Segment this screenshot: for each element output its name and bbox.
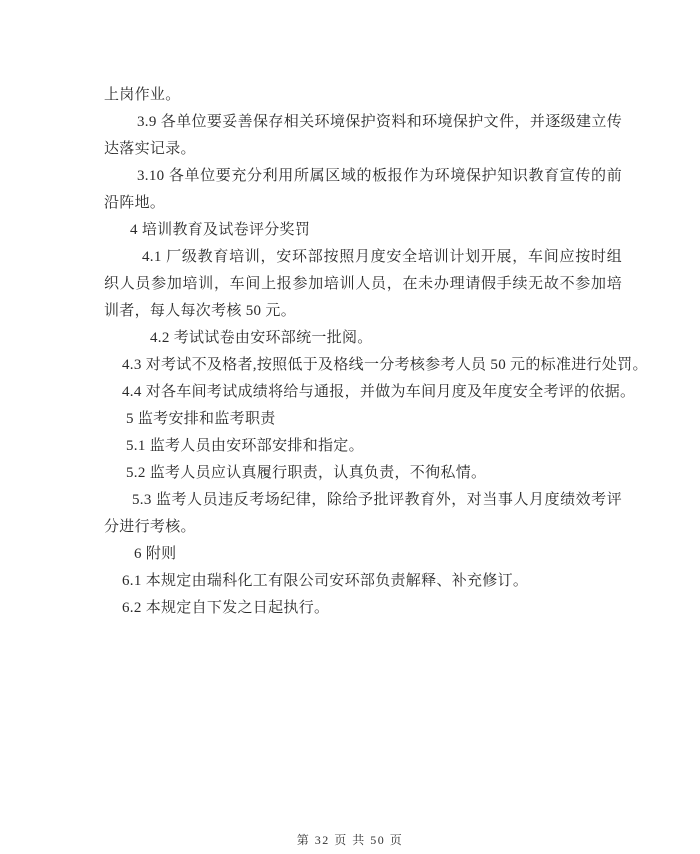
- paragraph-4-3: 4.3 对考试不及格者,按照低于及格线一分考核参考人员 50 元的标准进行处罚。: [122, 357, 648, 373]
- document-body: [104, 82, 648, 622]
- paragraph-5-1: 5.1 监考人员由安环部安排和指定。: [126, 438, 364, 454]
- paragraph-5-3: 5.3 监考人员违反考场纪律，除给予批评教育外，对当事人月度绩效考评分进行考核。: [104, 492, 622, 535]
- paragraph-4-4: 4.4 对各车间考试成绩将给与通报，并做为车间月度及年度安全考评的依据。: [122, 384, 636, 400]
- paragraph-4-1: 4.1 厂级教育培训，安环部按照月度安全培训计划开展，车间应按时组织人员参加培训，车间上报参加培训人员，在未办理请假手续无故不参加培训者，每人每次考核 50 元。: [104, 249, 622, 319]
- paragraph-6-2: 6.2 本规定自下发之日起执行。: [122, 600, 330, 616]
- paragraph-3-10: 3.10 各单位要充分利用所属区域的板报作为环境保护知识教育宣传的前沿阵地。: [104, 168, 622, 211]
- section-heading-5: 5 监考安排和监考职责: [126, 411, 276, 427]
- paragraph-5-2: 5.2 监考人员应认真履行职责，认真负责，不徇私情。: [126, 465, 487, 481]
- paragraph-4-2: 4.2 考试试卷由安环部统一批阅。: [150, 330, 373, 346]
- section-heading-4: 4 培训教育及试卷评分奖罚: [130, 222, 311, 238]
- page-number: 第 32 页 共 50 页: [296, 833, 404, 847]
- page-footer: [0, 831, 700, 848]
- paragraph-continuation: 上岗作业。: [104, 87, 181, 103]
- section-heading-6: 6 附则: [134, 546, 177, 562]
- paragraph-6-1: 6.1 本规定由瑞科化工有限公司安环部负责解释、补充修订。: [122, 573, 529, 589]
- paragraph-3-9: 3.9 各单位要妥善保存相关环境保护资料和环境保护文件，并逐级建立传达落实记录。: [104, 114, 622, 157]
